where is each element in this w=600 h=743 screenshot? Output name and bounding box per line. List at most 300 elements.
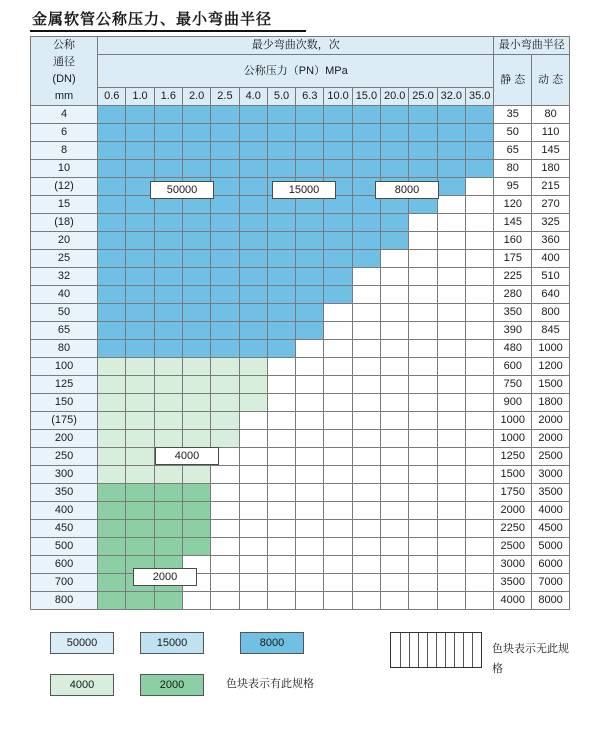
matrix-cell-350-25.0 [409, 484, 437, 502]
matrix-cell-32-4.0 [239, 268, 267, 286]
dynamic-radius-value: 8000 [532, 592, 570, 610]
matrix-cell-250-25.0 [409, 448, 437, 466]
matrix-cell-25-25.0 [409, 250, 437, 268]
dn-header-line-3: mm [54, 90, 74, 102]
matrix-cell-32-6.3 [296, 268, 324, 286]
matrix-cell-400-25.0 [409, 502, 437, 520]
matrix-cell-(175)-1.6 [154, 412, 182, 430]
matrix-cell-15-6.3 [296, 196, 324, 214]
matrix-cell-200-1.0 [126, 430, 154, 448]
matrix-cell-350-20.0 [381, 484, 409, 502]
matrix-cell-400-20.0 [381, 502, 409, 520]
dynamic-radius-value: 110 [532, 124, 570, 142]
matrix-cell-65-20.0 [381, 322, 409, 340]
matrix-cell-40-25.0 [409, 286, 437, 304]
matrix-cell-25-5.0 [267, 250, 295, 268]
matrix-cell-80-10.0 [324, 340, 352, 358]
matrix-cell-100-4.0 [239, 358, 267, 376]
static-radius-value: 65 [494, 142, 532, 160]
static-radius-value: 95 [494, 178, 532, 196]
matrix-cell-800-4.0 [239, 592, 267, 610]
matrix-cell-32-25.0 [409, 268, 437, 286]
legend-swatch-15000: 15000 [140, 632, 204, 654]
dn-value: 6 [31, 124, 98, 142]
matrix-cell-20-1.6 [154, 232, 182, 250]
matrix-cell-250-1.0 [126, 448, 154, 466]
matrix-cell-40-2.5 [211, 286, 239, 304]
matrix-cell-40-32.0 [437, 286, 465, 304]
matrix-cell-150-20.0 [381, 394, 409, 412]
matrix-cell-300-1.6 [154, 466, 182, 484]
matrix-cell-65-0.6 [98, 322, 126, 340]
matrix-cell-80-1.6 [154, 340, 182, 358]
matrix-cell-(18)-4.0 [239, 214, 267, 232]
matrix-cell-10-32.0 [437, 160, 465, 178]
matrix-cell-600-2.0 [182, 556, 210, 574]
matrix-cell-500-2.5 [211, 538, 239, 556]
bend-radius-header: 最小弯曲半径 [494, 37, 570, 55]
table-row [31, 574, 570, 592]
matrix-cell-(12)-1.0 [126, 178, 154, 196]
matrix-cell-10-2.5 [211, 160, 239, 178]
matrix-cell-25-2.5 [211, 250, 239, 268]
hatch-line [445, 633, 446, 667]
dn-value: 600 [31, 556, 98, 574]
static-radius-value: 600 [494, 358, 532, 376]
matrix-cell-500-25.0 [409, 538, 437, 556]
matrix-cell-(175)-10.0 [324, 412, 352, 430]
matrix-cell-15-1.0 [126, 196, 154, 214]
matrix-cell-(12)-2.0 [182, 178, 210, 196]
dynamic-radius-value: 1800 [532, 394, 570, 412]
matrix-cell-10-15.0 [352, 160, 380, 178]
static-radius-value: 3000 [494, 556, 532, 574]
matrix-cell-(175)-2.0 [182, 412, 210, 430]
matrix-cell-700-25.0 [409, 574, 437, 592]
matrix-cell-500-1.0 [126, 538, 154, 556]
dynamic-radius-value: 3000 [532, 466, 570, 484]
dn-value: 25 [31, 250, 98, 268]
dn-value: 300 [31, 466, 98, 484]
matrix-cell-200-32.0 [437, 430, 465, 448]
dn-value: 20 [31, 232, 98, 250]
matrix-cell-10-6.3 [296, 160, 324, 178]
matrix-cell-25-4.0 [239, 250, 267, 268]
matrix-cell-150-0.6 [98, 394, 126, 412]
matrix-cell-15-35.0 [465, 196, 493, 214]
static-radius-value: 1000 [494, 430, 532, 448]
matrix-cell-300-6.3 [296, 466, 324, 484]
matrix-cell-600-32.0 [437, 556, 465, 574]
matrix-cell-50-25.0 [409, 304, 437, 322]
pn-column-15.0: 15.0 [352, 88, 380, 106]
table-row [31, 250, 570, 268]
matrix-cell-400-6.3 [296, 502, 324, 520]
matrix-cell-125-2.0 [182, 376, 210, 394]
matrix-cell-300-1.0 [126, 466, 154, 484]
matrix-cell-150-1.6 [154, 394, 182, 412]
static-radius-value: 2000 [494, 502, 532, 520]
matrix-cell-6-32.0 [437, 124, 465, 142]
table-row [31, 394, 570, 412]
matrix-cell-15-20.0 [381, 196, 409, 214]
matrix-cell-40-15.0 [352, 286, 380, 304]
matrix-cell-4-10.0 [324, 106, 352, 124]
matrix-cell-500-10.0 [324, 538, 352, 556]
matrix-cell-80-25.0 [409, 340, 437, 358]
table-row [31, 430, 570, 448]
static-radius-value: 750 [494, 376, 532, 394]
matrix-cell-20-4.0 [239, 232, 267, 250]
static-radius-value: 280 [494, 286, 532, 304]
matrix-cell-700-35.0 [465, 574, 493, 592]
static-radius-value: 80 [494, 160, 532, 178]
table-row [31, 142, 570, 160]
matrix-cell-8-10.0 [324, 142, 352, 160]
dynamic-radius-value: 270 [532, 196, 570, 214]
matrix-cell-20-0.6 [98, 232, 126, 250]
matrix-cell-32-2.5 [211, 268, 239, 286]
dynamic-radius-value: 510 [532, 268, 570, 286]
matrix-cell-65-6.3 [296, 322, 324, 340]
static-radius-value: 1750 [494, 484, 532, 502]
static-radius-value: 35 [494, 106, 532, 124]
matrix-cell-40-20.0 [381, 286, 409, 304]
dn-value: 15 [31, 196, 98, 214]
dn-value: 100 [31, 358, 98, 376]
matrix-cell-20-2.0 [182, 232, 210, 250]
matrix-cell-10-1.0 [126, 160, 154, 178]
title-underline [30, 30, 306, 32]
matrix-cell-65-2.0 [182, 322, 210, 340]
legend-swatch-8000: 8000 [240, 632, 304, 654]
matrix-cell-50-6.3 [296, 304, 324, 322]
dn-value: 65 [31, 322, 98, 340]
matrix-cell-8-2.0 [182, 142, 210, 160]
matrix-cell-200-6.3 [296, 430, 324, 448]
matrix-cell-700-10.0 [324, 574, 352, 592]
static-radius-value: 50 [494, 124, 532, 142]
static-radius-value: 4000 [494, 592, 532, 610]
matrix-cell-300-2.5 [211, 466, 239, 484]
matrix-cell-40-10.0 [324, 286, 352, 304]
matrix-cell-300-15.0 [352, 466, 380, 484]
matrix-cell-300-25.0 [409, 466, 437, 484]
matrix-cell-(12)-6.3 [296, 178, 324, 196]
matrix-cell-4-15.0 [352, 106, 380, 124]
matrix-cell-15-10.0 [324, 196, 352, 214]
matrix-cell-200-20.0 [381, 430, 409, 448]
matrix-cell-15-25.0 [409, 196, 437, 214]
table-row [31, 412, 570, 430]
matrix-cell-80-5.0 [267, 340, 295, 358]
matrix-cell-(175)-5.0 [267, 412, 295, 430]
matrix-cell-600-35.0 [465, 556, 493, 574]
dynamic-radius-value: 360 [532, 232, 570, 250]
matrix-cell-700-1.6 [154, 574, 182, 592]
matrix-cell-4-5.0 [267, 106, 295, 124]
matrix-cell-350-10.0 [324, 484, 352, 502]
matrix-cell-450-0.6 [98, 520, 126, 538]
pn-column-1.6: 1.6 [154, 88, 182, 106]
static-radius-value: 480 [494, 340, 532, 358]
static-radius-value: 120 [494, 196, 532, 214]
dynamic-radius-value: 2500 [532, 448, 570, 466]
matrix-cell-100-1.6 [154, 358, 182, 376]
matrix-cell-700-32.0 [437, 574, 465, 592]
matrix-cell-65-25.0 [409, 322, 437, 340]
hatch-line [436, 633, 437, 667]
matrix-cell-50-2.0 [182, 304, 210, 322]
matrix-cell-6-10.0 [324, 124, 352, 142]
pn-column-10.0: 10.0 [324, 88, 352, 106]
matrix-cell-50-10.0 [324, 304, 352, 322]
matrix-cell-200-25.0 [409, 430, 437, 448]
matrix-cell-10-4.0 [239, 160, 267, 178]
dn-value: 800 [31, 592, 98, 610]
matrix-cell-25-20.0 [381, 250, 409, 268]
matrix-cell-8-1.6 [154, 142, 182, 160]
pn-column-0.6: 0.6 [98, 88, 126, 106]
matrix-cell-65-5.0 [267, 322, 295, 340]
dn-value: 4 [31, 106, 98, 124]
matrix-cell-400-10.0 [324, 502, 352, 520]
matrix-cell-65-2.5 [211, 322, 239, 340]
matrix-cell-80-1.0 [126, 340, 154, 358]
matrix-cell-125-25.0 [409, 376, 437, 394]
matrix-cell-500-6.3 [296, 538, 324, 556]
matrix-cell-800-10.0 [324, 592, 352, 610]
matrix-cell-4-25.0 [409, 106, 437, 124]
matrix-cell-350-32.0 [437, 484, 465, 502]
dn-value: 32 [31, 268, 98, 286]
matrix-cell-20-1.0 [126, 232, 154, 250]
table-row [31, 196, 570, 214]
matrix-cell-8-35.0 [465, 142, 493, 160]
matrix-cell-25-6.3 [296, 250, 324, 268]
table-row [31, 124, 570, 142]
legend-hatch-swatch [390, 632, 482, 668]
matrix-cell-10-5.0 [267, 160, 295, 178]
matrix-cell-32-35.0 [465, 268, 493, 286]
matrix-cell-4-6.3 [296, 106, 324, 124]
matrix-cell-450-15.0 [352, 520, 380, 538]
matrix-cell-10-10.0 [324, 160, 352, 178]
matrix-cell-100-25.0 [409, 358, 437, 376]
matrix-cell-150-4.0 [239, 394, 267, 412]
table-row [31, 484, 570, 502]
dn-value: 10 [31, 160, 98, 178]
matrix-cell-(18)-15.0 [352, 214, 380, 232]
matrix-cell-250-10.0 [324, 448, 352, 466]
dn-value: 700 [31, 574, 98, 592]
matrix-cell-(18)-2.0 [182, 214, 210, 232]
matrix-cell-20-25.0 [409, 232, 437, 250]
dn-value: (175) [31, 412, 98, 430]
dynamic-radius-value: 2000 [532, 430, 570, 448]
matrix-cell-80-35.0 [465, 340, 493, 358]
matrix-cell-20-35.0 [465, 232, 493, 250]
dynamic-radius-value: 215 [532, 178, 570, 196]
table-row [31, 286, 570, 304]
matrix-cell-(175)-4.0 [239, 412, 267, 430]
matrix-cell-450-25.0 [409, 520, 437, 538]
matrix-cell-6-1.0 [126, 124, 154, 142]
matrix-cell-65-35.0 [465, 322, 493, 340]
matrix-cell-450-6.3 [296, 520, 324, 538]
matrix-cell-25-1.6 [154, 250, 182, 268]
matrix-cell-100-35.0 [465, 358, 493, 376]
dn-header-line-2: (DN) [52, 73, 76, 85]
matrix-cell-50-32.0 [437, 304, 465, 322]
matrix-cell-700-6.3 [296, 574, 324, 592]
matrix-cell-15-0.6 [98, 196, 126, 214]
matrix-cell-20-10.0 [324, 232, 352, 250]
matrix-cell-250-6.3 [296, 448, 324, 466]
pn-column-35.0: 35.0 [465, 88, 493, 106]
matrix-cell-8-32.0 [437, 142, 465, 160]
matrix-cell-65-32.0 [437, 322, 465, 340]
table-row [31, 214, 570, 232]
matrix-cell-8-2.5 [211, 142, 239, 160]
matrix-cell-700-2.0 [182, 574, 210, 592]
matrix-cell-15-15.0 [352, 196, 380, 214]
matrix-cell-80-4.0 [239, 340, 267, 358]
matrix-cell-15-32.0 [437, 196, 465, 214]
matrix-cell-800-25.0 [409, 592, 437, 610]
matrix-cell-80-2.5 [211, 340, 239, 358]
matrix-cell-8-1.0 [126, 142, 154, 160]
dynamic-radius-value: 845 [532, 322, 570, 340]
matrix-cell-6-6.3 [296, 124, 324, 142]
matrix-cell-125-1.0 [126, 376, 154, 394]
matrix-cell-800-2.0 [182, 592, 210, 610]
dynamic-radius-value: 180 [532, 160, 570, 178]
matrix-cell-500-4.0 [239, 538, 267, 556]
legend-hatch-note: 色块表示无此规格 [492, 643, 569, 675]
matrix-cell-50-4.0 [239, 304, 267, 322]
matrix-cell-600-6.3 [296, 556, 324, 574]
matrix-cell-150-35.0 [465, 394, 493, 412]
matrix-cell-40-35.0 [465, 286, 493, 304]
matrix-cell-100-15.0 [352, 358, 380, 376]
matrix-cell-4-2.5 [211, 106, 239, 124]
dn-value: 40 [31, 286, 98, 304]
matrix-cell-80-20.0 [381, 340, 409, 358]
matrix-cell-600-5.0 [267, 556, 295, 574]
dynamic-radius-value: 1000 [532, 340, 570, 358]
dn-value: 80 [31, 340, 98, 358]
matrix-cell-600-0.6 [98, 556, 126, 574]
matrix-cell-(12)-0.6 [98, 178, 126, 196]
matrix-cell-500-32.0 [437, 538, 465, 556]
matrix-cell-65-15.0 [352, 322, 380, 340]
matrix-cell-400-2.5 [211, 502, 239, 520]
matrix-cell-6-0.6 [98, 124, 126, 142]
matrix-cell-10-35.0 [465, 160, 493, 178]
matrix-cell-250-2.5 [211, 448, 239, 466]
matrix-cell-8-0.6 [98, 142, 126, 160]
matrix-cell-400-0.6 [98, 502, 126, 520]
matrix-cell-(18)-32.0 [437, 214, 465, 232]
matrix-cell-65-1.6 [154, 322, 182, 340]
matrix-cell-150-25.0 [409, 394, 437, 412]
matrix-cell-250-32.0 [437, 448, 465, 466]
matrix-cell-800-32.0 [437, 592, 465, 610]
matrix-cell-500-5.0 [267, 538, 295, 556]
matrix-cell-6-25.0 [409, 124, 437, 142]
matrix-cell-15-4.0 [239, 196, 267, 214]
matrix-cell-700-0.6 [98, 574, 126, 592]
pn-column-20.0: 20.0 [381, 88, 409, 106]
matrix-cell-700-2.5 [211, 574, 239, 592]
matrix-cell-(12)-15.0 [352, 178, 380, 196]
table-row [31, 178, 570, 196]
matrix-cell-300-32.0 [437, 466, 465, 484]
matrix-cell-500-1.6 [154, 538, 182, 556]
matrix-cell-6-20.0 [381, 124, 409, 142]
matrix-cell-25-0.6 [98, 250, 126, 268]
spec-table-container [30, 36, 570, 610]
matrix-cell-(175)-35.0 [465, 412, 493, 430]
table-row [31, 304, 570, 322]
matrix-cell-40-4.0 [239, 286, 267, 304]
table-row [31, 340, 570, 358]
matrix-cell-4-0.6 [98, 106, 126, 124]
matrix-cell-300-4.0 [239, 466, 267, 484]
matrix-cell-(175)-6.3 [296, 412, 324, 430]
matrix-cell-350-1.0 [126, 484, 154, 502]
matrix-cell-800-15.0 [352, 592, 380, 610]
pn-column-2.5: 2.5 [211, 88, 239, 106]
matrix-cell-20-15.0 [352, 232, 380, 250]
matrix-cell-(175)-1.0 [126, 412, 154, 430]
matrix-cell-80-32.0 [437, 340, 465, 358]
pn-column-5.0: 5.0 [267, 88, 295, 106]
table-row [31, 160, 570, 178]
matrix-cell-350-1.6 [154, 484, 182, 502]
matrix-cell-(175)-32.0 [437, 412, 465, 430]
matrix-cell-200-35.0 [465, 430, 493, 448]
matrix-cell-50-1.0 [126, 304, 154, 322]
matrix-cell-100-20.0 [381, 358, 409, 376]
matrix-cell-10-25.0 [409, 160, 437, 178]
matrix-cell-450-35.0 [465, 520, 493, 538]
table-row [31, 358, 570, 376]
matrix-cell-32-32.0 [437, 268, 465, 286]
matrix-cell-32-2.0 [182, 268, 210, 286]
matrix-cell-(175)-2.5 [211, 412, 239, 430]
matrix-cell-350-5.0 [267, 484, 295, 502]
cycle-label-15000: 15000 [272, 181, 336, 199]
matrix-cell-10-0.6 [98, 160, 126, 178]
matrix-cell-32-5.0 [267, 268, 295, 286]
matrix-cell-(175)-20.0 [381, 412, 409, 430]
matrix-cell-25-35.0 [465, 250, 493, 268]
matrix-cell-20-20.0 [381, 232, 409, 250]
table-row [31, 520, 570, 538]
dynamic-radius-value: 80 [532, 106, 570, 124]
matrix-cell-32-1.0 [126, 268, 154, 286]
matrix-cell-10-1.6 [154, 160, 182, 178]
static-radius-value: 1250 [494, 448, 532, 466]
dynamic-radius-value: 325 [532, 214, 570, 232]
static-radius-value: 390 [494, 322, 532, 340]
matrix-cell-32-0.6 [98, 268, 126, 286]
dn-header-line-1: 通径 [53, 56, 76, 68]
matrix-cell-80-15.0 [352, 340, 380, 358]
matrix-cell-4-20.0 [381, 106, 409, 124]
